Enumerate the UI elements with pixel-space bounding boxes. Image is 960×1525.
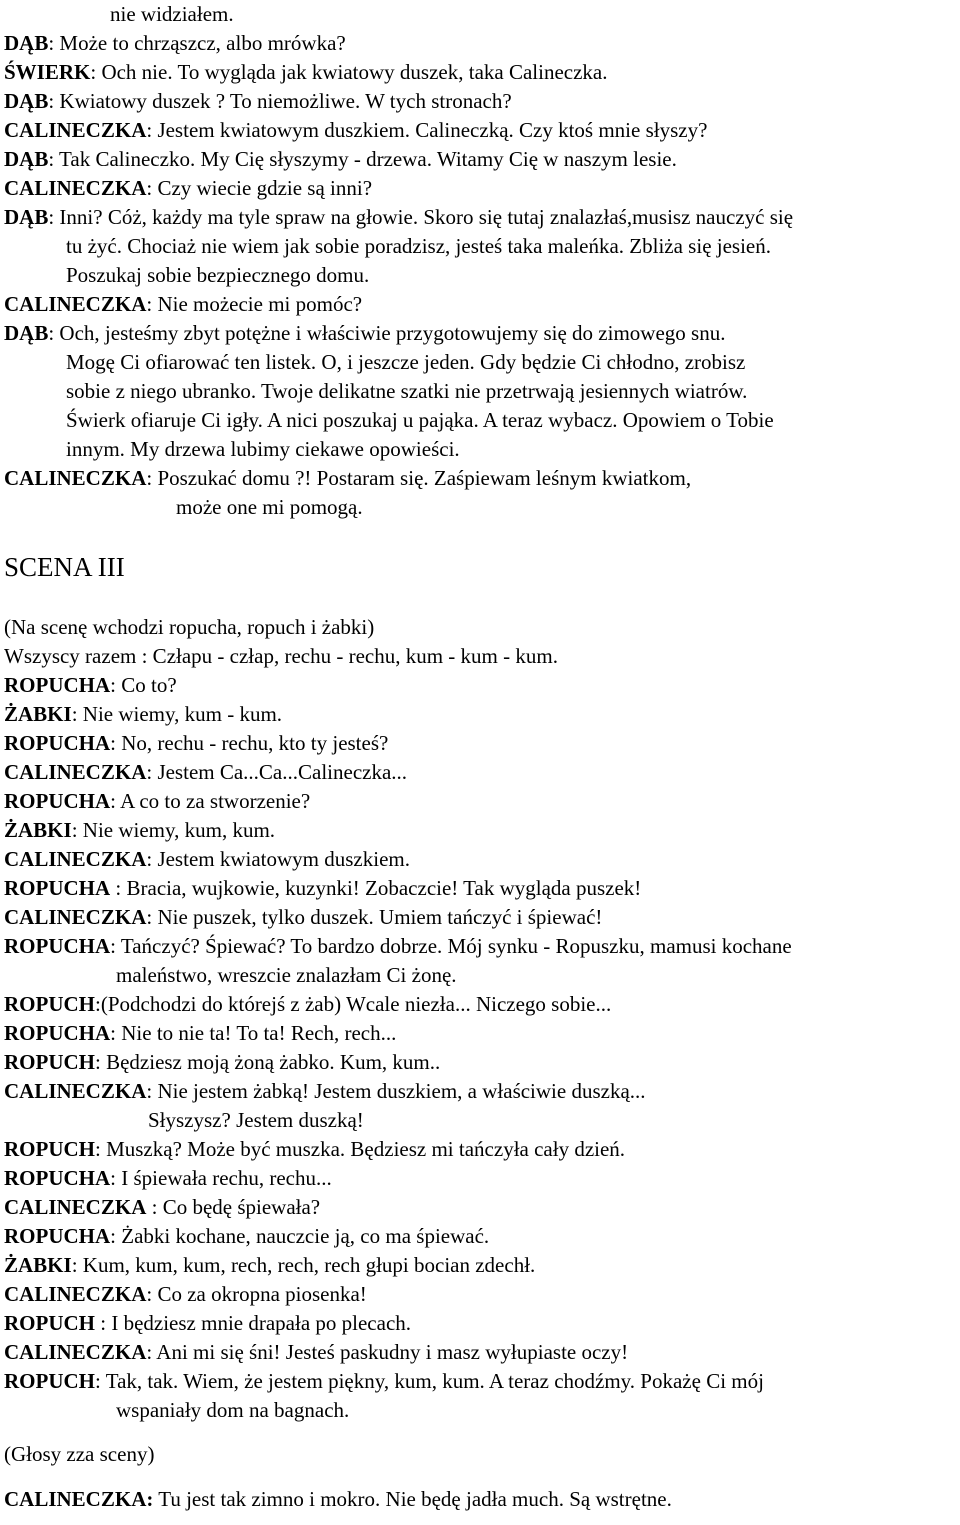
dialogue-text: : Muszką? Może być muszka. Będziesz mi tańczyła cały dzień. xyxy=(95,1137,626,1161)
dialogue-text: : Żabki kochane, nauczcie ją, co ma śpiewać. xyxy=(110,1224,490,1248)
dialogue-line xyxy=(4,1485,672,1514)
speaker-label: CALINECZKA: xyxy=(4,1487,154,1511)
speaker-label: DĄB xyxy=(4,205,49,229)
speaker-label: DĄB xyxy=(4,31,49,55)
dialogue-text: : Kum, kum, kum, rech, rech, rech głupi bocian zdechł. xyxy=(71,1253,536,1277)
text-line: nie widziałem. xyxy=(110,2,234,26)
dialogue-line xyxy=(4,464,691,493)
dialogue-line xyxy=(4,203,793,232)
speaker-label: ROPUCHA xyxy=(4,1166,111,1190)
dialogue-line xyxy=(4,845,410,874)
speaker-label: ROPUCHA xyxy=(4,731,111,755)
dialogue-line xyxy=(4,1367,764,1396)
dialogue-text: : Nie jestem żabką! Jestem duszkiem, a właściwie duszką... xyxy=(146,1079,646,1103)
dialogue-continuation: Poszukaj sobie bezpiecznego domu. xyxy=(66,263,370,287)
dialogue-continuation: może one mi pomogą. xyxy=(176,495,363,519)
speaker-label: ROPUCH xyxy=(4,1137,95,1161)
dialogue-line xyxy=(4,787,310,816)
speaker-label: ROPUCH xyxy=(4,992,95,1016)
speaker-label: DĄB xyxy=(4,147,49,171)
dialogue-text: : Jestem Ca...Ca...Calineczka... xyxy=(146,760,408,784)
dialogue-line xyxy=(4,58,608,87)
dialogue-text: :(Podchodzi do którejś z żab) Wcale niezła... Niczego sobie... xyxy=(95,992,612,1016)
speaker-label: ROPUCHA xyxy=(4,673,111,697)
dialogue-text: : Inni? Cóż, każdy ma tyle spraw na głowie. Skoro się tutaj znalazłaś,musisz nauczyć się xyxy=(48,205,794,229)
dialogue-line xyxy=(4,671,177,700)
dialogue-continuation: Mogę Ci ofiarować ten listek. O, i jeszcze jeden. Gdy będzie Ci chłodno, zrobisz xyxy=(66,350,746,374)
dialogue-line xyxy=(4,1338,628,1367)
dialogue-text: : Bracia, wujkowie, kuzynki! Zobaczcie! Tak wygląda puszek! xyxy=(110,876,642,900)
speaker-label: CALINECZKA xyxy=(4,1340,147,1364)
speaker-label: ŻABKI xyxy=(4,818,72,842)
dialogue-line xyxy=(4,1222,489,1251)
speaker-label: CALINECZKA xyxy=(4,466,147,490)
dialogue-continuation: Słyszysz? Jestem duszką! xyxy=(148,1108,364,1132)
dialogue-text: : Nie to nie ta! To ta! Rech, rech... xyxy=(110,1021,397,1045)
dialogue-text: : Jestem kwiatowym duszkiem. Calineczką. Czy ktoś mnie słyszy? xyxy=(146,118,708,142)
dialogue-line xyxy=(4,29,346,58)
scene-heading: SCENA III xyxy=(4,552,125,582)
dialogue-line xyxy=(4,932,792,961)
speaker-label: DĄB xyxy=(4,321,49,345)
dialogue-text: : Poszukać domu ?! Postaram się. Zaśpiewam leśnym kwiatkom, xyxy=(146,466,692,490)
dialogue-text: : Tak Calineczko. My Cię słyszymy - drzewa. Witamy Cię w naszym lesie. xyxy=(48,147,677,171)
dialogue-text: : I będziesz mnie drapała po plecach. xyxy=(95,1311,412,1335)
dialogue-text: : Co to? xyxy=(110,673,177,697)
speaker-label: ROPUCHA xyxy=(4,876,111,900)
dialogue-text: : Nie wiemy, kum - kum. xyxy=(71,702,283,726)
dialogue-text: : Jestem kwiatowym duszkiem. xyxy=(146,847,410,871)
speaker-label: CALINECZKA xyxy=(4,905,147,929)
dialogue-text: Tu jest tak zimno i mokro. Nie będę jadła much. Są wstrętne. xyxy=(153,1487,672,1511)
dialogue-line xyxy=(4,145,677,174)
dialogue-line xyxy=(4,990,611,1019)
dialogue-continuation: innym. My drzewa lubimy ciekawe opowieści. xyxy=(66,437,460,461)
dialogue-line xyxy=(4,903,602,932)
dialogue-line xyxy=(4,1193,320,1222)
dialogue-text: : Tańczyć? Śpiewać? To bardzo dobrze. Mój synku - Ropuszku, mamusi kochane xyxy=(110,934,792,958)
dialogue-continuation: maleństwo, wreszcie znalazłam Ci żonę. xyxy=(116,963,457,987)
dialogue-text: : Będziesz moją żoną żabko. Kum, kum.. xyxy=(95,1050,441,1074)
dialogue-line xyxy=(4,1251,535,1280)
speaker-label: ŻABKI xyxy=(4,702,72,726)
speaker-label: CALINECZKA xyxy=(4,760,147,784)
dialogue-line xyxy=(4,1019,396,1048)
speaker-label: CALINECZKA xyxy=(4,292,147,316)
speaker-label: DĄB xyxy=(4,89,49,113)
dialogue-text: : Co będę śpiewała? xyxy=(146,1195,321,1219)
dialogue-line xyxy=(4,816,275,845)
speaker-label: ROPUCHA xyxy=(4,1021,111,1045)
speaker-label: CALINECZKA xyxy=(4,1079,147,1103)
dialogue-line xyxy=(4,1077,646,1106)
dialogue-text: : Może to chrząszcz, albo mrówka? xyxy=(48,31,346,55)
speaker-label: ROPUCHA xyxy=(4,934,111,958)
speaker-label: CALINECZKA xyxy=(4,1282,147,1306)
dialogue-line xyxy=(4,1164,332,1193)
speaker-label: ROPUCH xyxy=(4,1369,95,1393)
dialogue-text: : Nie puszek, tylko duszek. Umiem tańczyć i śpiewać! xyxy=(146,905,603,929)
speaker-label: ŚWIERK xyxy=(4,60,91,84)
dialogue-line xyxy=(4,1135,625,1164)
dialogue-line xyxy=(4,116,707,145)
dialogue-text: : Kwiatowy duszek ? To niemożliwe. W tych stronach? xyxy=(48,89,512,113)
dialogue-text: : Nie możecie mi pomóc? xyxy=(146,292,363,316)
dialogue-line xyxy=(4,874,641,903)
dialogue-text: : No, rechu - rechu, kto ty jesteś? xyxy=(110,731,389,755)
speaker-label: ŻABKI xyxy=(4,1253,72,1277)
dialogue-text: : Czy wiecie gdzie są inni? xyxy=(146,176,373,200)
text-line: Wszyscy razem : Człapu - człap, rechu - rechu, kum - kum - kum. xyxy=(4,644,558,668)
dialogue-line xyxy=(4,1309,411,1338)
dialogue-continuation: wspaniały dom na bagnach. xyxy=(116,1398,350,1422)
speaker-label: CALINECZKA xyxy=(4,176,147,200)
speaker-label: CALINECZKA xyxy=(4,1195,147,1219)
dialogue-line xyxy=(4,319,725,348)
speaker-label: ROPUCHA xyxy=(4,789,111,813)
speaker-label: CALINECZKA xyxy=(4,847,147,871)
dialogue-text: : Tak, tak. Wiem, że jestem piękny, kum, kum. A teraz chodźmy. Pokażę Ci mój xyxy=(95,1369,764,1393)
speaker-label: CALINECZKA xyxy=(4,118,147,142)
dialogue-text: : Och nie. To wygląda jak kwiatowy duszek, taka Calineczka. xyxy=(90,60,608,84)
dialogue-line xyxy=(4,700,282,729)
dialogue-text: : Co za okropna piosenka! xyxy=(146,1282,367,1306)
speaker-label: ROPUCH xyxy=(4,1050,95,1074)
dialogue-line xyxy=(4,1280,367,1309)
dialogue-line xyxy=(4,290,362,319)
stage-direction: (Głosy zza sceny) xyxy=(4,1442,155,1466)
dialogue-continuation: sobie z niego ubranko. Twoje delikatne szatki nie przetrwają jesiennych wiatrów. xyxy=(66,379,748,403)
dialogue-continuation: Świerk ofiaruje Ci igły. A nici poszukaj u pająka. A teraz wybacz. Opowiem o Tobie xyxy=(66,408,774,432)
dialogue-line xyxy=(4,729,388,758)
stage-direction: (Na scenę wchodzi ropucha, ropuch i żabki) xyxy=(4,615,375,639)
dialogue-continuation: tu żyć. Chociaż nie wiem jak sobie poradzisz, jesteś taka maleńka. Zbliża się jesień. xyxy=(66,234,771,258)
dialogue-text: : I śpiewała rechu, rechu... xyxy=(110,1166,332,1190)
dialogue-text: : A co to za stworzenie? xyxy=(110,789,311,813)
dialogue-text: : Och, jesteśmy zbyt potężne i właściwie przygotowujemy się do zimowego snu. xyxy=(48,321,726,345)
dialogue-text: : Nie wiemy, kum, kum. xyxy=(71,818,276,842)
dialogue-line xyxy=(4,758,407,787)
dialogue-line xyxy=(4,87,512,116)
dialogue-text: : Ani mi się śni! Jesteś paskudny i masz wyłupiaste oczy! xyxy=(146,1340,629,1364)
speaker-label: ROPUCHA xyxy=(4,1224,111,1248)
speaker-label: ROPUCH xyxy=(4,1311,95,1335)
dialogue-line xyxy=(4,174,372,203)
dialogue-line xyxy=(4,1048,440,1077)
